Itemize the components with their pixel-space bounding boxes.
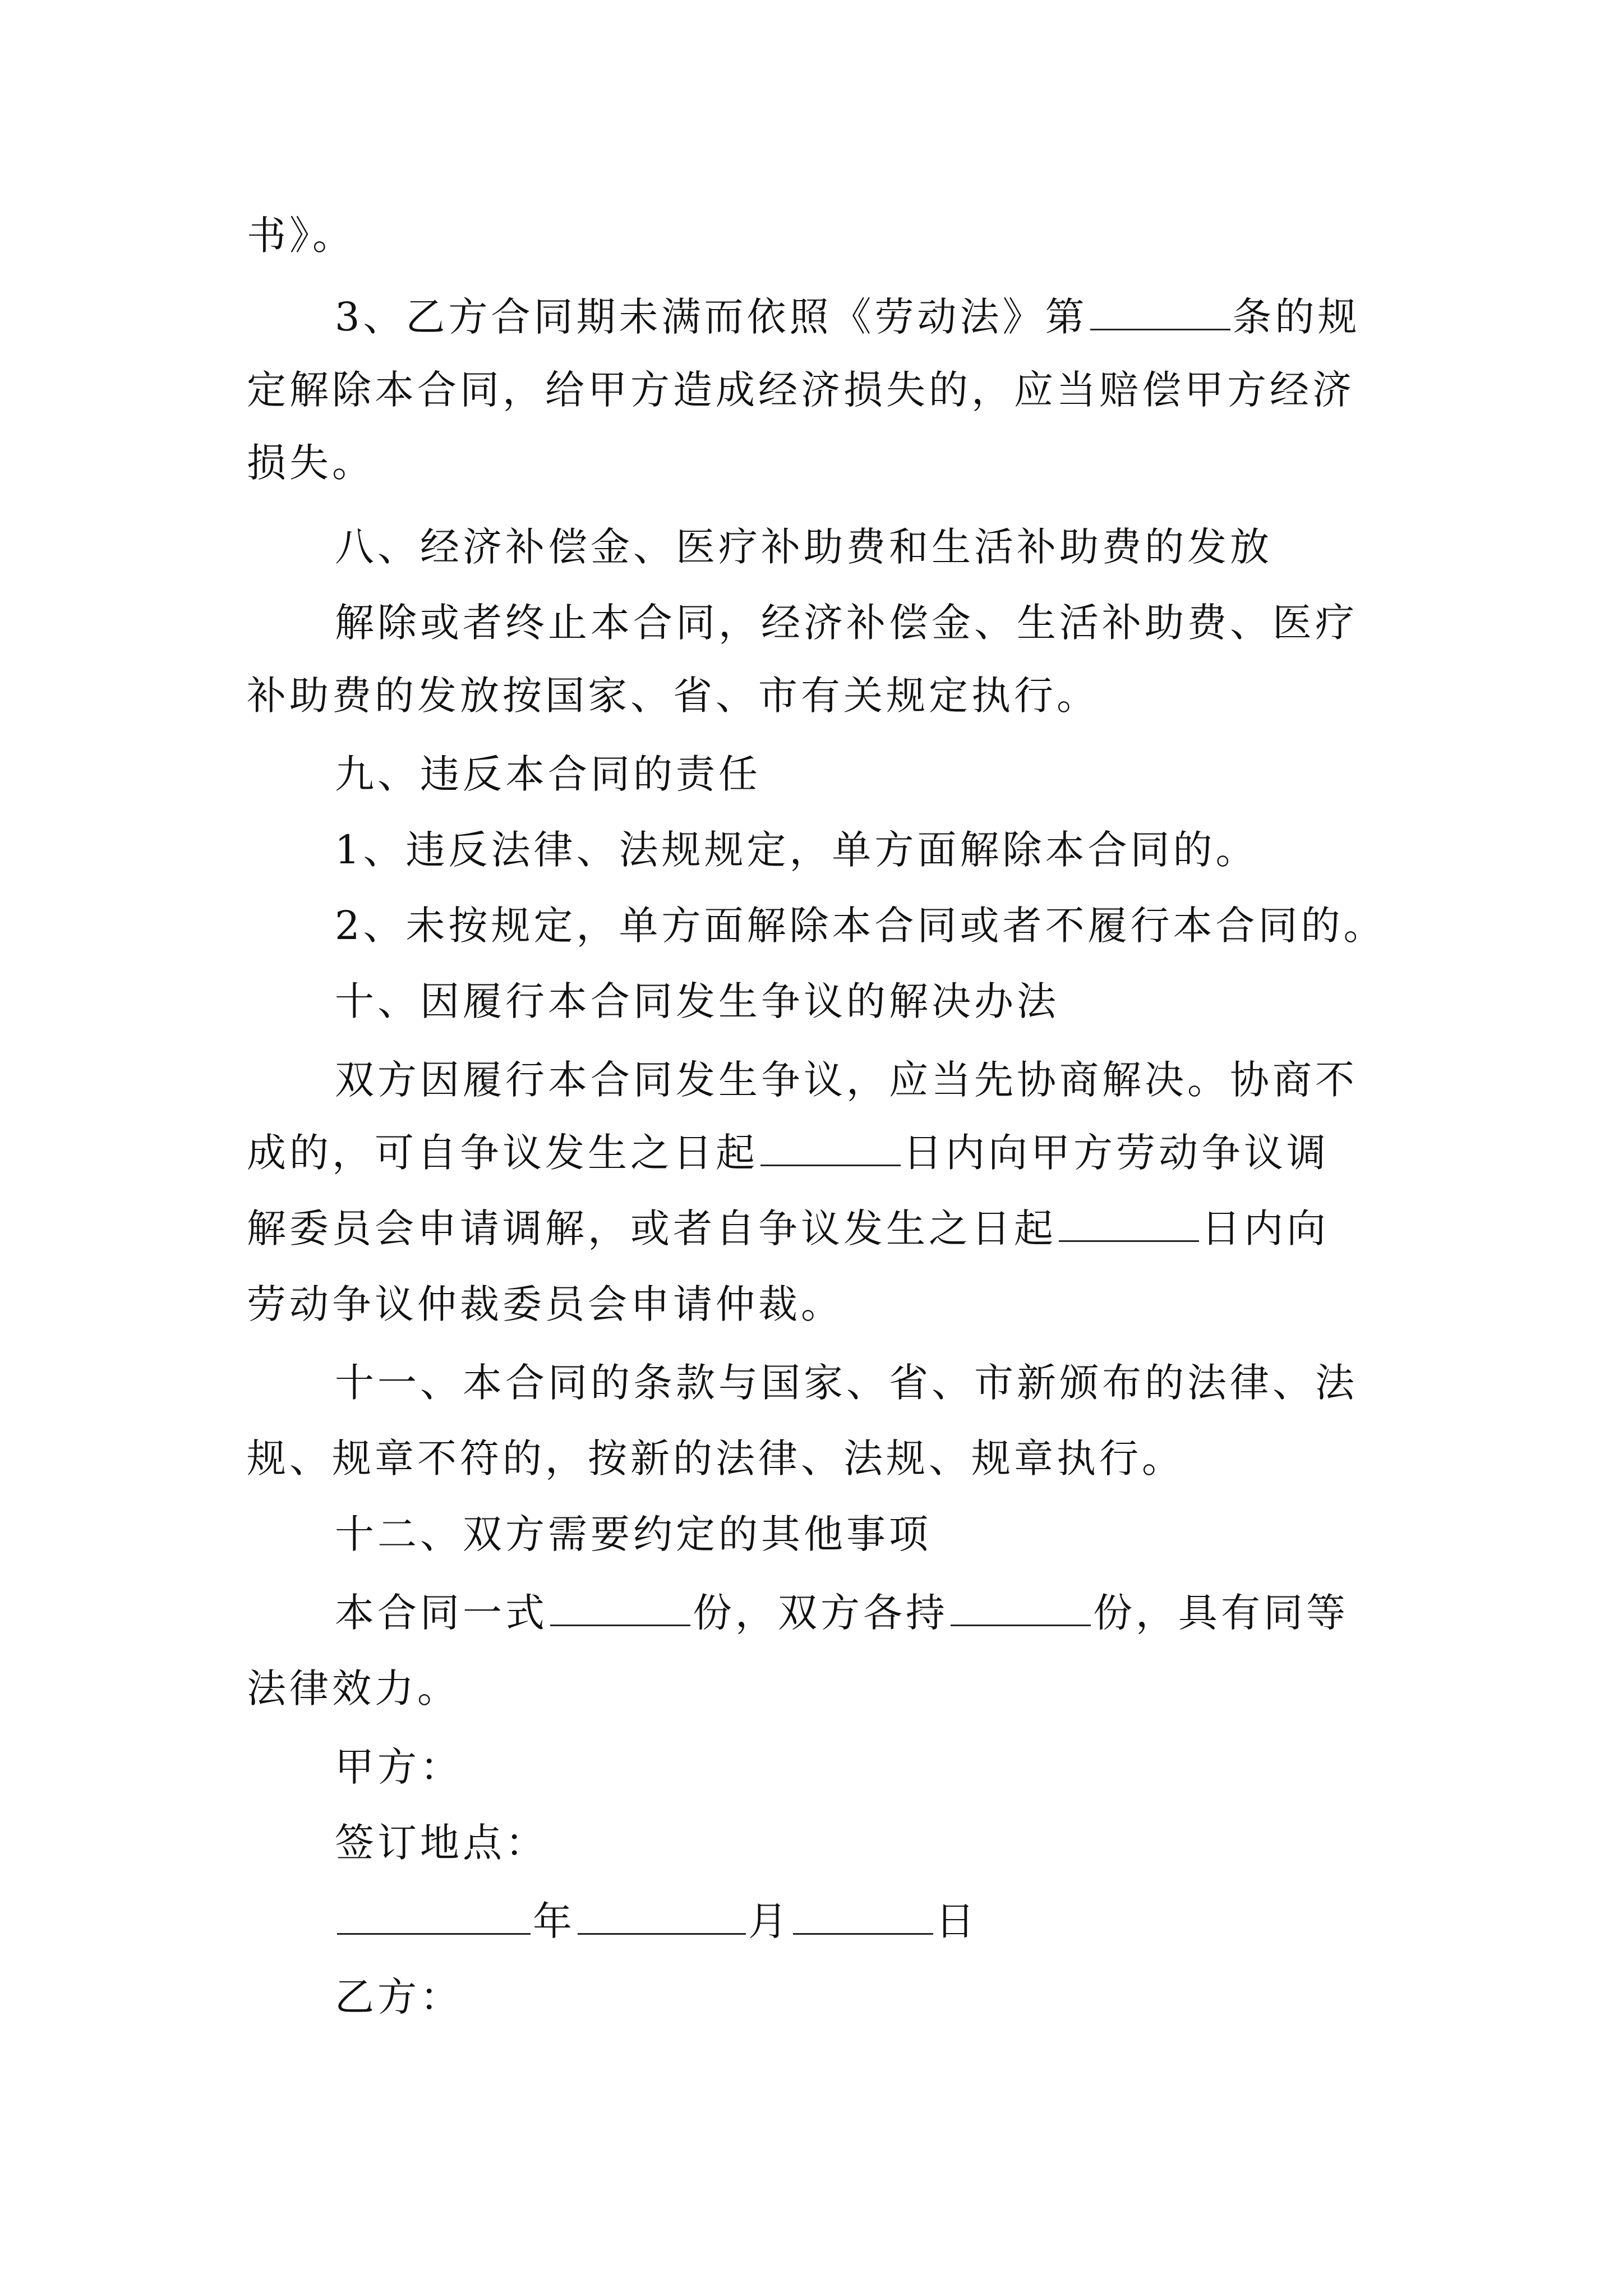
text-span: 十、因履行本合同发生争议的解决办法 xyxy=(335,978,1059,1024)
party-b-label xyxy=(335,1969,463,2025)
text-span: 九、违反本合同的责任 xyxy=(335,751,761,797)
section-heading-10 xyxy=(335,973,1059,1029)
date-line xyxy=(335,1893,978,1949)
fill-blank[interactable] xyxy=(951,1590,1091,1626)
day-blank[interactable] xyxy=(793,1898,933,1935)
text-span: 十二、双方需要约定的其他事项 xyxy=(335,1511,932,1557)
clause-9-1 xyxy=(335,822,1258,878)
text-span: 甲方： xyxy=(335,1744,463,1790)
text-line xyxy=(335,1052,1358,1108)
text-span: 条的规 xyxy=(1232,294,1361,340)
text-span: 3、乙方合同期未满而依照《劳动法》第 xyxy=(335,294,1088,340)
text-line xyxy=(247,1276,843,1332)
text-span: 本合同一式 xyxy=(335,1590,548,1636)
text-span: 劳动争议仲裁委员会申请仲裁。 xyxy=(247,1281,843,1327)
text-span: 成的，可自争议发生之日起 xyxy=(247,1130,758,1176)
text-line xyxy=(247,208,355,264)
section-heading-11 xyxy=(335,1355,1358,1411)
text-span: 月 xyxy=(748,1898,791,1944)
text-line xyxy=(247,1660,460,1717)
fill-blank[interactable] xyxy=(1059,1205,1199,1242)
fill-blank[interactable] xyxy=(550,1590,690,1626)
text-line xyxy=(247,435,375,491)
clause-9-2 xyxy=(335,898,1386,954)
text-span: 规、规章不符的，按新的法律、法规、规章执行。 xyxy=(247,1435,1184,1481)
text-span: 1、违反法律、法规规定，单方面解除本合同的。 xyxy=(335,827,1258,873)
text-span: 解除或者终止本合同，经济补偿金、生活补助费、医疗 xyxy=(335,600,1358,646)
text-span: 八、经济补偿金、医疗补助费和生活补助费的发放 xyxy=(335,524,1272,570)
month-blank[interactable] xyxy=(578,1898,746,1935)
fill-blank[interactable] xyxy=(1090,294,1230,330)
clause-7-3 xyxy=(335,289,1361,345)
signing-place-label xyxy=(335,1815,548,1871)
fill-blank[interactable] xyxy=(760,1130,901,1166)
text-line xyxy=(247,1125,1329,1181)
text-span: 份，双方各持 xyxy=(693,1590,948,1636)
text-line xyxy=(247,1430,1184,1487)
section-heading-9 xyxy=(335,746,761,802)
text-span: 定解除本合同，给甲方造成经济损失的，应当赔偿甲方经济 xyxy=(247,367,1355,413)
text-span: 补助费的发放按国家、省、市有关规定执行。 xyxy=(247,673,1099,719)
text-span: 年 xyxy=(533,1898,575,1944)
text-span: 书》。 xyxy=(247,213,355,259)
copies-line xyxy=(335,1585,1349,1641)
text-line xyxy=(335,595,1358,651)
section-heading-8 xyxy=(335,519,1272,575)
text-span: 日内向甲方劳动争议调 xyxy=(903,1130,1329,1176)
text-span: 解委员会申请调解，或者自争议发生之日起 xyxy=(247,1205,1057,1251)
text-span: 损失。 xyxy=(247,440,375,486)
text-span: 日内向 xyxy=(1201,1205,1329,1251)
text-span: 双方因履行本合同发生争议，应当先协商解决。协商不 xyxy=(335,1057,1358,1103)
text-span: 份，具有同等 xyxy=(1093,1590,1349,1636)
text-span: 日 xyxy=(935,1898,978,1944)
text-line xyxy=(247,1200,1329,1257)
text-line xyxy=(247,362,1355,418)
section-heading-12 xyxy=(335,1506,932,1562)
text-span: 乙方： xyxy=(335,1974,463,2020)
text-span: 签订地点： xyxy=(335,1820,548,1866)
text-span: 2、未按规定，单方面解除本合同或者不履行本合同的。 xyxy=(335,903,1386,949)
year-blank[interactable] xyxy=(337,1898,531,1935)
text-span: 十一、本合同的条款与国家、省、市新颁布的法律、法 xyxy=(335,1360,1358,1406)
party-a-label xyxy=(335,1739,463,1795)
text-line xyxy=(247,668,1099,724)
text-span: 法律效力。 xyxy=(247,1665,460,1711)
